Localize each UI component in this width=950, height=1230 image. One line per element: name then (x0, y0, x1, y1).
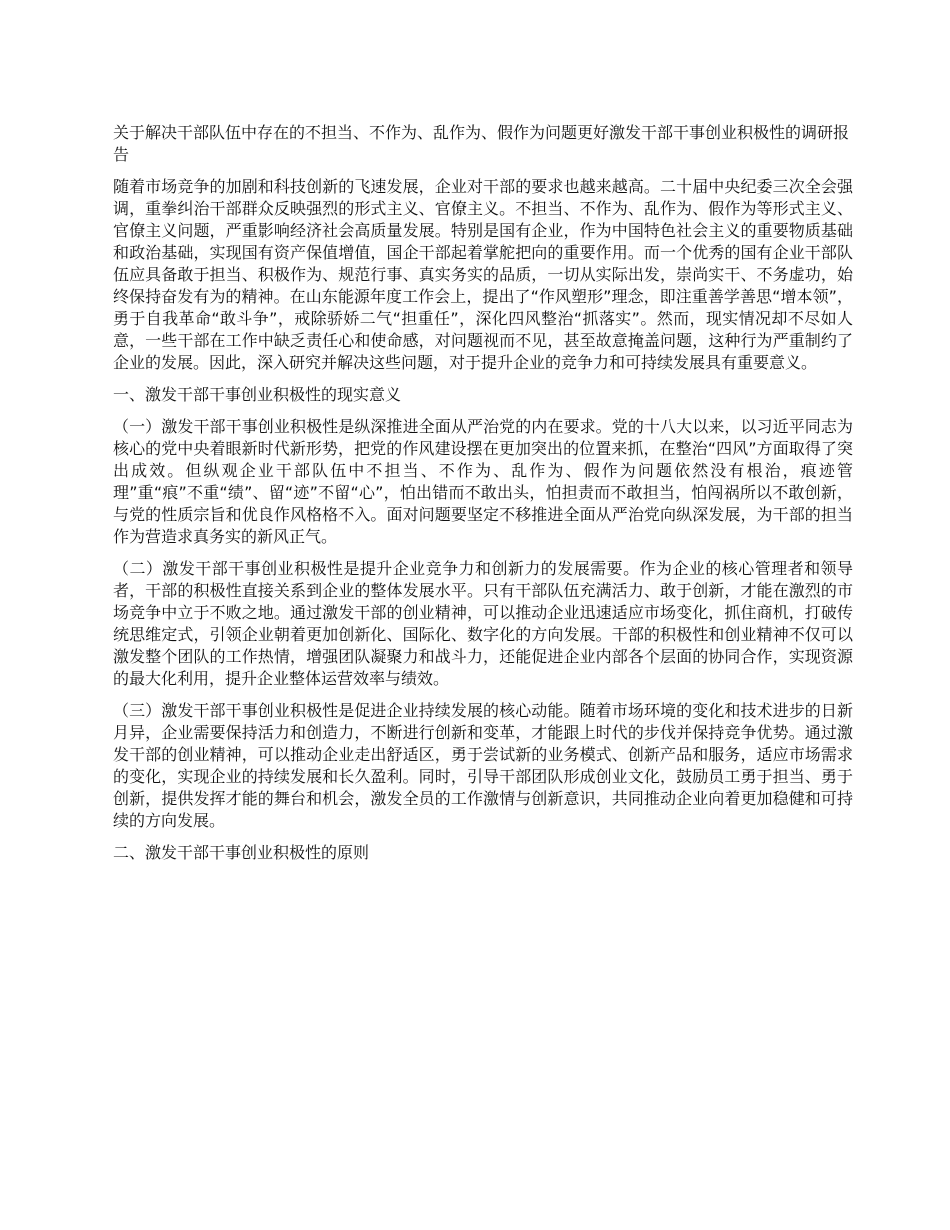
section-1-paragraph-3: （三）激发干部干事创业积极性是促进企业持续发展的核心动能。随着市场环境的变化和技术进步的日新月异，企业需要保持活力和创造力，不断进行创新和变革，才能跟上时代的步伐并保持竞争优势。通过激发干部的创业精神，可以推动企业走出舒适区，勇于尝试新的业务模式、创新产品和服务，适应市场需求的变化，实现企业的持续发展和长久盈利。同时，引导干部团队形成创业文化，鼓励员工勇于担当、勇于创新，提供发挥才能的舞台和机会，激发全员的工作激情与创新意识，共同推动企业向着更加稳健和可持续的方向发展。 (113, 701, 853, 830)
intro-paragraph: 随着市场竞争的加剧和科技创新的飞速发展，企业对干部的要求也越来越高。二十届中央纪委三次全会强调，重拳纠治干部群众反映强烈的形式主义、官僚主义。不担当、不作为、乱作为、假作为等形式主义、官僚主义问题，严重影响经济社会高质量发展。特别是国有企业，作为中国特色社会主义的重要物质基础和政治基础，实现国有资产保值增值，国企干部起着掌舵把向的重要作用。而一个优秀的国有企业干部队伍应具备敢于担当、积极作为、规范行事、真实务实的品质，一切从实际出发，崇尚实干、不务虚功，始终保持奋发有为的精神。在山东能源年度工作会上，提出了“作风塑形”理念，即注重善学善思“增本领”，勇于自我革命“敢斗争”，戒除骄娇二气“担重任”，深化四风整治“抓落实”。然而，现实情况却不尽如人意，一些干部在工作中缺乏责任心和使命感，对问题视而不见，甚至故意掩盖问题，这种行为严重制约了企业的发展。因此，深入研究并解决这些问题，对于提升企业的竞争力和可持续发展具有重要意义。 (113, 177, 853, 372)
document-title: 关于解决干部队伍中存在的不担当、不作为、乱作为、假作为问题更好激发干部干事创业积极性的调研报告 (113, 123, 850, 164)
section-2-heading: 二、激发干部干事创业积极性的原则 (113, 843, 370, 862)
section-1-heading: 一、激发干部干事创业积极性的现实意义 (113, 385, 402, 404)
document-page (113, 122, 853, 874)
section-1-paragraph-2: （二）激发干部干事创业积极性是提升企业竞争力和创新力的发展需要。作为企业的核心管理者和领导者，干部的积极性直接关系到企业的整体发展水平。只有干部队伍充满活力、敢于创新，才能在激烈的市场竞争中立于不败之地。通过激发干部的创业精神，可以推动企业迅速适应市场变化，抓住商机，打破传统思维定式，引领企业朝着更加创新化、国际化、数字化的方向发展。干部的积极性和创业精神不仅可以激发整个团队的工作热情，增强团队凝聚力和战斗力，还能促进企业内部各个层面的协同合作，实现资源的最大化利用，提升企业整体运营效率与绩效。 (113, 559, 853, 688)
section-1-paragraph-1: （一）激发干部干事创业积极性是纵深推进全面从严治党的内在要求。党的十八大以来，以习近平同志为核心的党中央着眼新时代新形势，把党的作风建设摆在更加突出的位置来抓，在整治“四风”方面取得了突出成效。但纵观企业干部队伍中不担当、不作为、乱作为、假作为问题依然没有根治，痕迹管理”重“痕”不重“绩”、留“迹”不留“心”，怕出错而不敢出头，怕担责而不敢担当，怕闯祸所以不敢创新，与党的性质宗旨和优良作风格格不入。面对问题要坚定不移推进全面从严治党向纵深发展，为干部的担当作为营造求真务实的新风正气。 (113, 417, 853, 546)
